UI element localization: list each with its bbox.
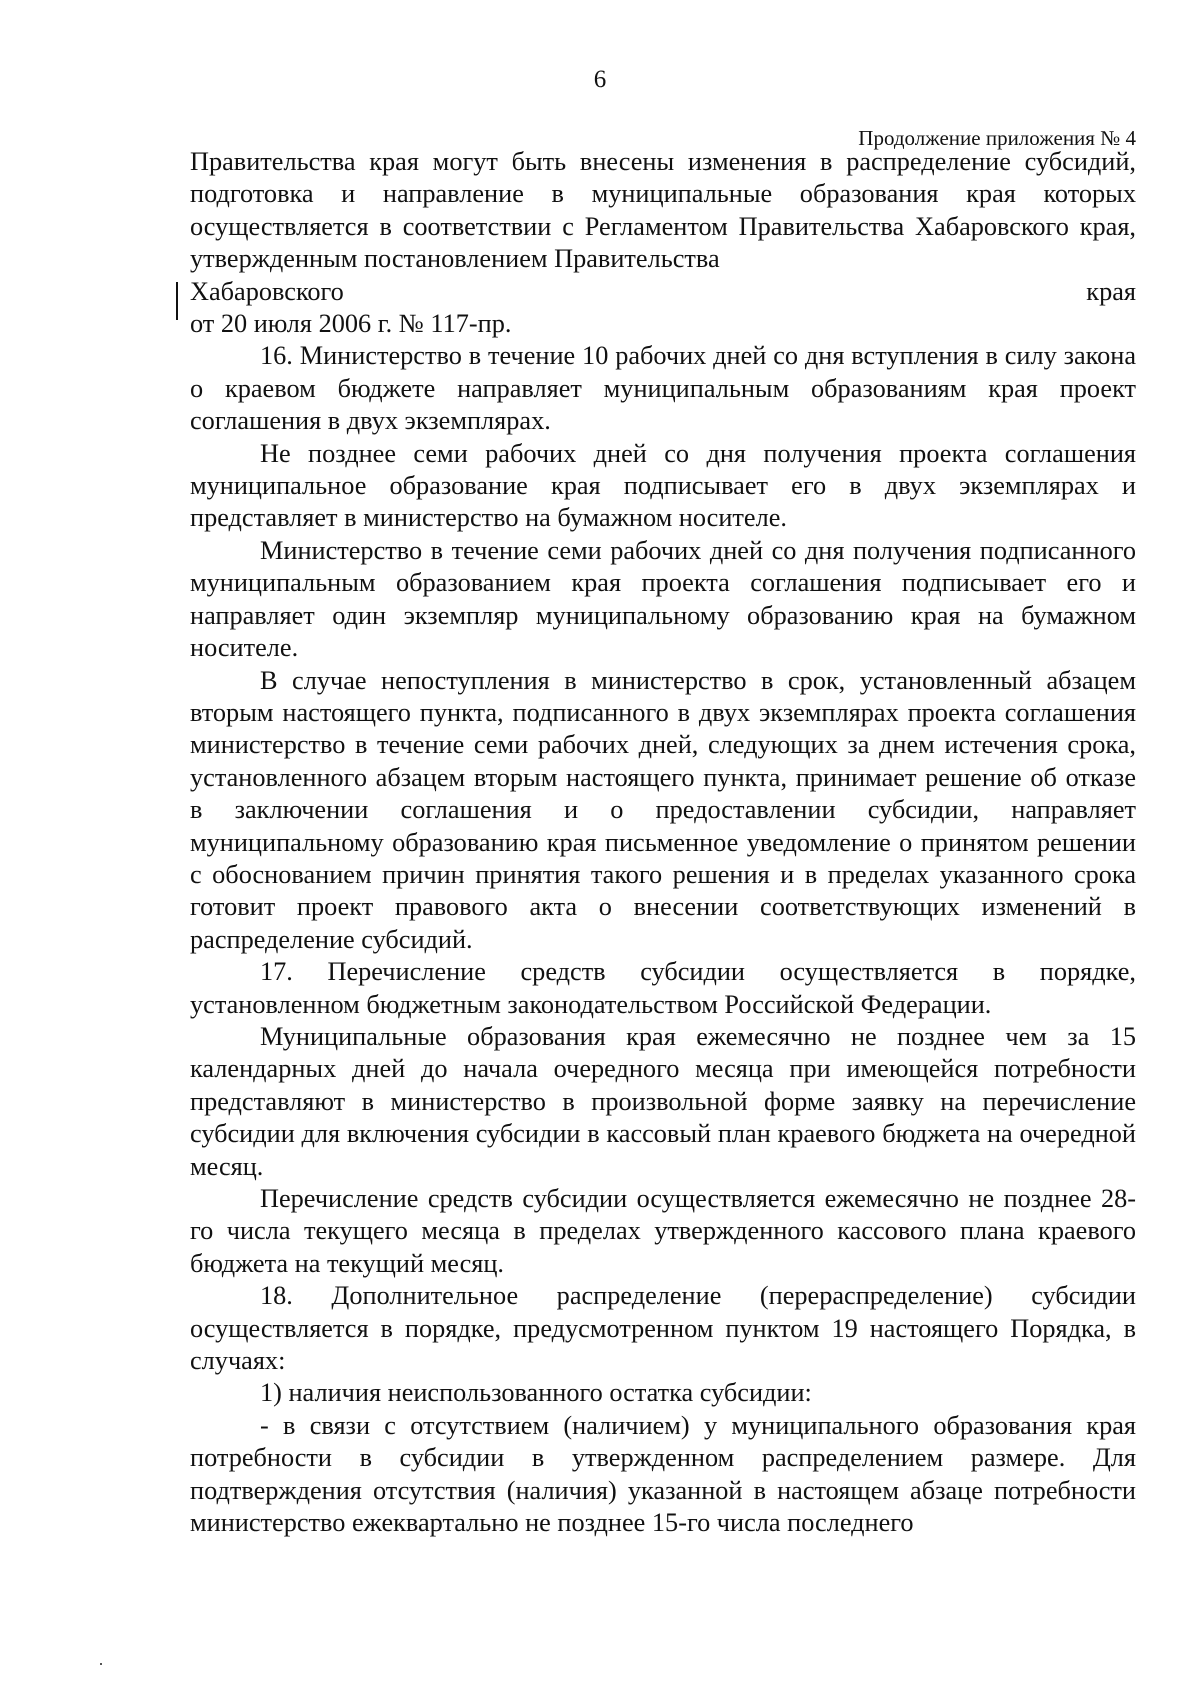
- paragraph-1: Правительства края могут быть внесены изменения в распределение субсидий, подготовка и направление в муниципальные образования края которых осуществляется в соответствии с Регламентом Правительства Хабаровского края, утвержденным постановлением Правительства: [190, 147, 1136, 274]
- paragraph-18-item-1-a: - в связи с отсутствием (наличием) у муниципального образования края потребности в субсидии в утвержденном распределением размере. Для подтверждения отсутствия (наличия) указанной в настоящем абзаце потребности министерство ежеквартально не позднее 15-го числа последнего: [190, 1410, 1136, 1538]
- document-body: [190, 146, 1136, 1539]
- split-line-left: Хабаровского: [190, 276, 344, 306]
- paragraph-17-b: Перечисление средств субсидии осуществляется ежемесячно не позднее 28-го числа текущего месяца в пределах утвержденного кассового плана краевого бюджета на текущий месяц.: [190, 1184, 1136, 1278]
- paragraph-17: 17. Перечисление средств субсидии осуществляется в порядке, установленном бюджетным законодательством Российской Федерации.: [190, 957, 1136, 1019]
- paragraph-16-a: Не позднее семи рабочих дней со дня получения проекта соглашения муниципальное образование края подписывает его в двух экземплярах и представляет в министерство на бумажном носителе.: [190, 438, 1136, 533]
- margin-bar: [176, 282, 178, 320]
- paragraph-17-a: Муниципальные образования края ежемесячно не позднее чем за 15 календарных дней до начала очередного месяца при имеющейся потребности представляют в министерство в произвольной форме заявку на перечисление субсидии для включения субсидии в кассовый план краевого бюджета на очередной месяц.: [190, 1021, 1136, 1181]
- paragraph-18-item-1: 1) наличия неиспользованного остатка субсидии:: [260, 1378, 812, 1408]
- paragraph-16: 16. Министерство в течение 10 рабочих дней со дня вступления в силу закона о краевом бюджете направляет муниципальным образованиям края проект соглашения в двух экземплярах.: [190, 341, 1136, 436]
- split-line: [190, 276, 1136, 308]
- paragraph-16-b: Министерство в течение семи рабочих дней со дня получения подписанного муниципальным образованием края проекта соглашения подписывает его и направляет один экземпляр муниципальному образованию края на бумажном носителе.: [190, 535, 1136, 663]
- split-line-right: края: [1086, 276, 1136, 306]
- scan-artifact: [100, 1663, 102, 1665]
- paragraph-16-c: В случае непоступления в министерство в срок, установленный абзацем вторым настоящего пункта, подписанного в двух экземплярах проекта соглашения министерство в течение семи рабочих дней, следующих за днем истечения срока, установленного абзацем вторым настоящего пункта, принимает решение об отказе в заключении соглашения и о предоставлении субсидии, направляет муниципальному образованию края письменное уведомление о принятом решении с обоснованием причин принятия такого решения и в пределах указанного срока готовит проект правового акта о внесении соответствующих изменений в распределение субсидий.: [190, 665, 1136, 954]
- appendix-note: Продолжение приложения № 4: [858, 126, 1136, 150]
- paragraph-18: 18. Дополнительное распределение (перераспределение) субсидии осуществляется в порядке, предусмотренном пунктом 19 настоящего Порядка, в случаях:: [190, 1281, 1136, 1376]
- paragraph-1-end: от 20 июля 2006 г. № 117-пр.: [190, 309, 512, 339]
- page-number: 6: [593, 66, 607, 93]
